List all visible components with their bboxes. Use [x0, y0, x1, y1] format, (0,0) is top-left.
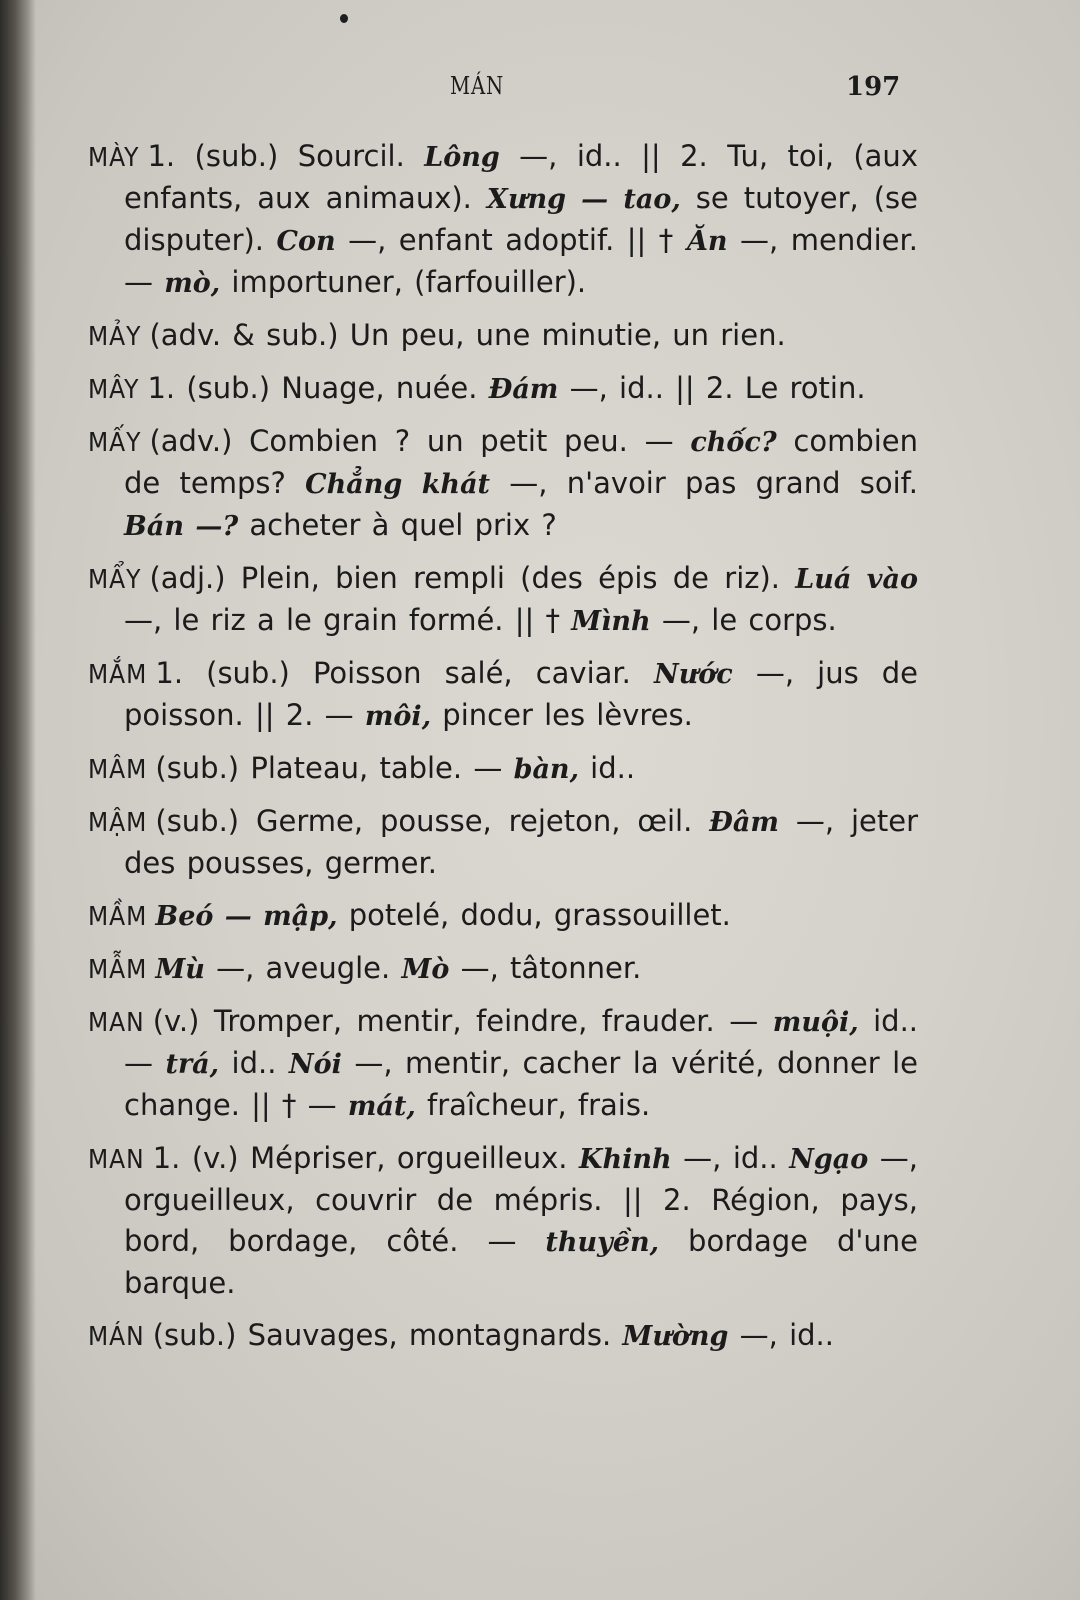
definition-text: (adj.) Plein, bien rempli (des épis de riz).: [149, 561, 796, 595]
entry-headword: MẦM: [88, 902, 148, 932]
definition-text: —, id.. || 2. Le rotin.: [558, 371, 866, 405]
definition-text: —, jus de poisson. || 2. —: [124, 656, 919, 732]
vietnamese-example: thuyền,: [545, 1227, 660, 1258]
dictionary-entry: [88, 368, 918, 410]
definition-text: 1. (sub.) Sourcil.: [147, 139, 425, 173]
definition-text: —, le riz a le grain formé. || †: [124, 603, 572, 637]
vietnamese-example: Con: [276, 226, 336, 257]
dictionary-entry: [88, 1315, 918, 1357]
entry-definition: [124, 804, 918, 880]
vietnamese-example: Luá vào: [795, 564, 918, 595]
definition-text: —, enfant adoptif. || †: [335, 223, 687, 257]
vietnamese-example: Beó — mập,: [155, 901, 338, 932]
vietnamese-example: Mình: [571, 606, 651, 637]
entry-headword: MẬM: [88, 808, 148, 838]
vietnamese-example: Ăn: [686, 226, 728, 257]
vietnamese-example: Ngạo: [789, 1144, 869, 1175]
vietnamese-example: Nước: [653, 659, 733, 690]
definition-text: id.. —: [124, 1004, 919, 1080]
entry-definition: [124, 1004, 918, 1122]
entry-headword: MẨY: [88, 565, 142, 595]
definition-text: (sub.) Sauvages, montagnards.: [152, 1318, 623, 1352]
definition-text: potelé, dodu, grassouillet.: [337, 898, 731, 932]
definition-text: —, jeter des pousses, germer.: [124, 804, 918, 880]
definition-text: —, orgueilleux, couvrir de mépris. || 2. Région, pays, bord, bordage, côté. —: [124, 1141, 919, 1258]
definition-text: se tutoyer, (se disputer).: [124, 181, 918, 257]
entry-definition: [124, 139, 918, 299]
definition-text: id..: [578, 751, 636, 785]
vietnamese-example: Xưng — tao,: [486, 184, 681, 215]
definition-text: —, aveugle.: [204, 951, 402, 985]
ink-dot: [340, 14, 348, 23]
entry-definition: [124, 561, 918, 637]
vietnamese-example: mò,: [164, 268, 221, 299]
definition-text: id..: [219, 1046, 289, 1080]
vietnamese-example: muội,: [772, 1007, 859, 1038]
dictionary-entry: [88, 421, 918, 547]
vietnamese-example: Nói: [288, 1049, 342, 1080]
definition-text: fraîcheur, frais.: [415, 1088, 651, 1122]
definition-text: combien de temps?: [124, 424, 918, 500]
definition-text: importuner, (farfouiller).: [220, 265, 587, 299]
dictionary-entry: [88, 315, 918, 357]
dictionary-entry: [88, 136, 918, 304]
definition-text: pincer les lèvres.: [431, 698, 693, 732]
entry-definition: [147, 371, 865, 405]
dictionary-entry: [88, 895, 918, 937]
dictionary-entry: [88, 801, 918, 884]
definition-text: —, n'avoir pas grand soif.: [490, 466, 918, 500]
entry-definition: [124, 424, 918, 542]
definition-text: (v.) Tromper, mentir, feindre, frauder. —: [152, 1004, 773, 1038]
vietnamese-example: Lông: [424, 142, 500, 173]
definition-text: acheter à quel prix ?: [238, 508, 557, 542]
vietnamese-example: chốc?: [690, 427, 777, 458]
dictionary-entry: [88, 948, 918, 990]
dictionary-entry: [88, 558, 918, 642]
entry-headword: MÂM: [88, 755, 148, 785]
dictionary-entry: [88, 748, 918, 790]
entry-headword: MẤY: [88, 428, 142, 458]
definition-text: —, id..: [728, 1318, 834, 1352]
entry-definition: [124, 1141, 918, 1300]
entry-headword: MÂY: [88, 375, 140, 405]
entry-headword: MẪM: [88, 955, 148, 985]
definition-text: (adv. & sub.) Un peu, une minutie, un rien.: [149, 318, 786, 352]
definition-text: 1. (sub.) Poisson salé, caviar.: [155, 656, 654, 690]
vietnamese-example: Mường: [622, 1321, 729, 1352]
dictionary-entry: [88, 653, 918, 737]
vietnamese-example: Chẳng khát: [305, 469, 491, 500]
vietnamese-example: Khinh: [579, 1144, 672, 1175]
book-spine-shadow: [0, 0, 36, 1600]
entry-list: [88, 136, 918, 1368]
entry-definition: [124, 656, 918, 732]
entry-definition: [155, 751, 635, 785]
running-head: MÁN: [450, 72, 505, 100]
definition-text: —, tâtonner.: [449, 951, 642, 985]
definition-text: (adv.) Combien ? un petit peu. —: [149, 424, 691, 458]
definition-text: bordage d'une barque.: [124, 1224, 918, 1300]
vietnamese-example: Bán —?: [124, 511, 239, 542]
entry-definition: [149, 318, 785, 352]
entry-headword: MẢY: [88, 322, 142, 352]
entry-definition: [153, 1318, 834, 1352]
entry-headword: MAN: [88, 1145, 145, 1175]
vietnamese-example: bàn,: [513, 754, 579, 785]
dictionary-entry: [88, 1001, 918, 1127]
vietnamese-example: Đâm: [709, 807, 779, 838]
entry-definition: [155, 898, 731, 932]
entry-headword: MẮM: [88, 660, 148, 690]
dictionary-entry: [88, 1138, 918, 1304]
vietnamese-example: Đám: [488, 374, 559, 405]
vietnamese-example: Mò: [401, 954, 450, 985]
definition-text: 1. (sub.) Nuage, nuée.: [147, 371, 489, 405]
page-number: 197: [846, 72, 901, 102]
definition-text: —, id.. || 2. Tu, toi, (aux enfants, aux animaux).: [124, 139, 918, 215]
entry-definition: [155, 951, 641, 985]
definition-text: —, id..: [671, 1141, 790, 1175]
entry-headword: MAN: [88, 1008, 145, 1038]
definition-text: (sub.) Germe, pousse, rejeton, œil.: [155, 804, 710, 838]
vietnamese-example: trá,: [165, 1049, 220, 1080]
entry-headword: MÀY: [88, 143, 140, 173]
definition-text: —, mendier. —: [124, 223, 918, 299]
definition-text: 1. (v.) Mépriser, orgueilleux.: [152, 1141, 579, 1175]
vietnamese-example: Mù: [155, 954, 205, 985]
entry-headword: MÁN: [88, 1322, 145, 1352]
vietnamese-example: mát,: [347, 1091, 416, 1122]
definition-text: —, le corps.: [650, 603, 837, 637]
definition-text: —, mentir, cacher la vérité, donner le change. || † —: [124, 1046, 918, 1122]
vietnamese-example: môi,: [364, 701, 432, 732]
definition-text: (sub.) Plateau, table. —: [155, 751, 514, 785]
